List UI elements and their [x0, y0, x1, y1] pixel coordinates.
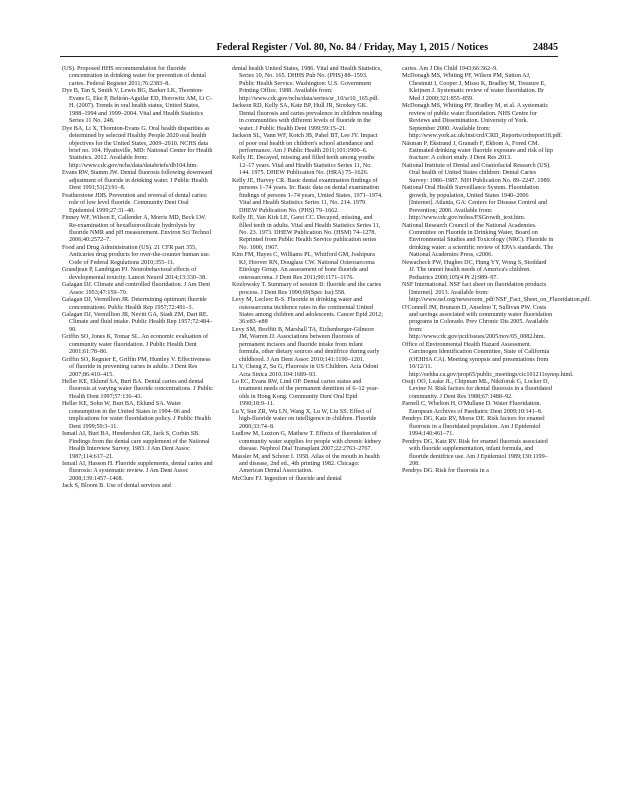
reference-entry: dental health United States, 1986. Vital and Health Statistics, Series 10, No. 165. DHHS Pub No. (PHS) 88–1593. Public Health Service. Washington: U.S. Government Printing Office. 1988. Available from: http://www.cdc.gov/nchs/data/series/sr_10/sr10_165.pdf. [232, 66, 382, 102]
reference-entry: Heller KE, Sohn W, Burt BA, Eklund SA. Water consumption in the United States in 1994–96 and implications for water fluoridation policy. J Public Health Dent 1999;59:3–11. [62, 401, 211, 430]
reference-column-1 [62, 66, 214, 778]
reference-column-2 [232, 66, 384, 778]
reference-entry: Office of Environmental Health Hazard Assessment. Carcinogen Identification Committee, State of California (OEHHA CA). Meeting synopsis and presentations from 10/12/11. http://oehha.ca.gov/prop65/public_meetings/cic101211synop.html. [402, 341, 574, 378]
reference-entry: caries. Am J Dis Child 1943;66:362–9. [402, 66, 498, 72]
reference-entry: O'Connell JM, Brunson D, Anselmo T, Sullivan PW. Costs and savings associated with community water fluoridation programs in Colorado. Prev Chronic Dis 2005. Available from: http://www.cdc.gov/pcd/issues/2005/nov/05_0082.htm. [402, 304, 553, 341]
reference-entry: Massler M, and Schour I. 1958. Atlas of the mouth in health and disease, 2nd ed., 4th printing 1982. Chicago: American Dental Association. [232, 453, 380, 475]
reference-column-3 [402, 66, 591, 778]
reference-entry: Jack S, Bloom B. Use of dental services and [62, 483, 171, 490]
reference-entry: Evans RW, Stamm JW. Dental fluorosis following downward adjustment of fluoride in drinking water. J Public Health Dent 1991;51(2):91–8. [62, 170, 213, 192]
header-title: Federal Register / Vol. 80, No. 84 / Friday, May 1, 2015 / Notices [216, 42, 488, 53]
reference-entry: Kim FM, Hayes C, Williams PL, Whitford GM, Joshipura KJ, Hoover RN, Douglass CW. National Osteosarcoma Etiology Group. An assessment of bone fluoride and osteosarcoma. J Dent Res 2011;90:1171–1176. [232, 252, 375, 281]
reference-entry: Jackson RD, Kelly SA, Katz BP, Hull JR, Stookey GK. Dental fluorosis and caries prevalence in children residing in communities with different levels of fluoride in the water. J Public Health Dent 1999;59:15–21. [232, 103, 383, 132]
reference-entry: Li Y, Cheng Z, Su G, Fluorosis in US Children. Acta Odont Acta Sinica 2010.104:1689–93. [232, 364, 379, 378]
reference-entry: Ludlow M, Luxton G, Mathew T. Effects of fluoridation of community water supplies for people with chronic kidney disease. Nephrol Dial Transplant 2007;22:2763–2767. [232, 431, 382, 453]
reference-entry: McClure FJ. Ingestion of fluoride and dental [232, 475, 342, 482]
reference-entry: Featherstone JDB. Prevention and reversal of dental caries: role of low level fluoride. Community Dent Oral Epidemiol 1999;27:31–40. [62, 192, 208, 214]
reference-entry: Ismail AI, Hasson H. Fluoride supplements, dental caries and fluorosis: A systematic review. J Am Dent Assoc 2008;139:1457–1468. [62, 461, 213, 482]
reference-entry: Galagan DJ, Vermillion JR, Nevitt GA, Stadt ZM, Dart RE. Climate and fluid intake. Public Health Rep 1957;72:484–90. [62, 311, 213, 333]
reference-entry: McDonagh MS, Whiting PF, Wilson PM, Sutton AJ, Chestnutt I, Cooper J, Misso K, Bradley M, Treasure E, Kleijnen J. Systematic review of water fluoridation. Br Med J 2000;321:855–859. [402, 73, 546, 102]
reference-entry: Levy SM, Broffitt B, Marshall TA, Eichenberger-Gilmore JM, Warren JJ. Associations between fluorosis of permanent incisors and fluoride intake from infant formula, other dietary sources and dentifrice during early childhood. J Am Dent Assoc 2010;141:1190–1201. [232, 326, 380, 363]
reference-entry: McDonagh MS, Whiting PF, Bradley M, et al. A systematic review of public water fluoridation. NHS Centre for Reviews and Dissemination. University of York. September 2000. Available from: http://www.york.ac.uk/inst/crd/CRD_Reports/crdreport18.pdf. [402, 103, 563, 140]
reference-entry: Kelly JE, Harvey CR. Basic dental examination findings of persons 1–74 years. In: Basic data on dental examination findings of persons 1–74 years, United States, 1971–1974. Vital and Health Statistics Series 11, No. 214. 1979. DHEW Publication No. (PHS) 79–1662. [232, 177, 383, 214]
reference-entry: Lu Y, Sun ZR, Wu LN, Wang X, Lu W, Liu SS. Effect of high-fluoride water on intelligence in children. Fluoride 2000;33:74–8. [232, 408, 377, 430]
reference-entry: Dye BA, Li X, Thornton-Evans G. Oral health disparities as determined by selected Healthy People 2020 oral health objectives for the United States, 2009–2010. NCHS data brief no. 104. Hyattsville, MD: National Center for Health Statistics. 2012. Available from: http://www.cdc.gov/nchs/data/databriefs/db104.htm. [62, 125, 213, 169]
reference-entry: Kelly JE. Decayed, missing and filled teeth among youths 12–17 years. Vital and Health Statistics Series 11, No. 144. 1975. DHEW Publication No. (HRA) 75–1626. [232, 155, 375, 177]
reference-entry: Ismail AI, Burt BA, Hendershot GE, Jack S, Corbin SB. Findings from the dental care supplement of the National Health Interview Survey, 1983. J Am Dent Assoc 1987;114:617–21. [62, 431, 210, 460]
reference-entry: National Research Council of the National Academies. Committee on Fluoride in Drinking Water, Board on Environmental Studies and Toxicology (NRC). Fluoride in drinking water: a scientific review of EPA's standards. The National Academies Press, c2006. [402, 222, 554, 259]
reference-entry: Jackson SL, Vann WF, Kotch JB, Pahel BT, Lee JY. Impact of poor oral health on children's school attendance and performance. Am J Public Health 2011;101:1900–6. [232, 133, 378, 154]
reference-entry: Pendrys DG, Katz RV. Risk for enamel fluorosis associated with fluoride supplementation, infant formula, and fluoride dentifrice use. Am J Epidemiol 1989;130:1199–208. [402, 438, 548, 468]
reference-entry: Finney WF, Wilson E, Callender A, Morris MD, Beck LW. Re-examination of hexafluorosilicate hydrolysis by fluoride NMR and pH measurement. Environ Sci Technol 2006;40:2572–7. [62, 215, 212, 244]
reference-entry: Grandjean P, Landrigan PJ. Neurobehavioral effects of developmental toxicity. Lancet Neurol 2014;13:330–38. [62, 267, 207, 281]
reference-entry: National Institute of Dental and Craniofacial Research (US). Oral health of United States children: Dental Caries Survey: 1986–1987. NIH Publication No. 89–2247. 1989. [402, 162, 552, 184]
reference-entry: Kozlowsky T. Summary of session II: fluoride and the caries process. J Dent Res 1990;69(Spec Iss):558. [232, 282, 382, 296]
reference-entry: Näsman P, Ekstrand J, Granath F, Ekbom A, Fored CM. Estimated drinking water fluoride exposure and risk of hip fracture: A cohort study. J Dent Res 2013. [402, 140, 553, 162]
reference-entry: Galagan DJ, Vermillion JR. Determining optimum fluoride concentrations. Public Health Rep 1957;72:491–3. [62, 297, 207, 311]
reference-entry: Levy M, Leclerc B-S. Fluoride in drinking water and osteosarcoma incidence rates in the continental United States among children and adolescents. Cancer Epid 2012; 36:e83–e88 [232, 297, 383, 326]
reference-entry: Pendrys DG. Risk for fluorosis in a [402, 468, 489, 475]
page-number: 24845 [533, 42, 558, 53]
reference-entry: Newacheck PW, Hughes DC, Hung YY, Wong S, Stoddard JJ. The unmet health needs of America's children. Pediatrics 2000;105(4 Pt 2):989–97. [402, 259, 547, 281]
reference-entry: (US). Proposed HHS recommendation for fluoride concentration in drinking water for prevention of dental caries. Federal Register 2011;76:2383–8. [62, 66, 206, 87]
reference-entry: Dye B, Tan S, Smith V, Lewis BG, Barker LK, Thornton-Evans G, Eke P, Beltrán-Aguilar ED, Horowitz AM, Li C-H. (2007). Trends in oral health status, United States, 1988–1994 and 1999–2004. Vital and Health Statistics Series 11 No. 248. [62, 88, 213, 125]
page-header [60, 42, 558, 57]
reference-entry: Griffin SO, Regnier E, Griffin PM, Huntley V. Effectiveness of fluoride in preventing caries in adults. J Dent Res 2007;86:410–415. [62, 356, 211, 378]
reference-entry: Food and Drug Administration (US). 21 CFR part 355, Anticaries drug products for over-the-counter human use. Code of Federal Regulations 2010;355–11. [62, 244, 211, 266]
reference-entry: National Oral Health Surveillance System. Fluoridation growth, by population, United States 1940–2006 [Internet]. Atlanta, GA: Centers for Disease Control and Prevention; 2006. Available from: http://www.cdc.gov/nohss/FSGrowth_text.htm. [402, 185, 547, 222]
reference-entry: Pendrys DG, Katz RV, Morse DE. Risk factors for enamel fluorosis in a fluoridated population. Am J Epidemiol 1994;140:461–71. [402, 416, 545, 438]
reference-entry: Heller KE, Eklund SA, Burt BA. Dental caries and dental fluorosis at varying water fluoride concentrations. J Public Health Dent 1997;57:136–43. [62, 379, 213, 400]
reference-entry: Griffin SO, Jones K, Tomar SL. An economic evaluation of community water fluoridation. J Public Health Dent 2001;61:78–86. [62, 334, 209, 356]
reference-entry: Osuji OO, Leake JL, Chipman ML, Nikiforuk G, Locker D, Levine N. Risk factors for dental fluorosis in a fluoridated community. J Dent Res 1988;67:1488–92. [402, 379, 552, 400]
reference-entry: Lo EC, Evans RW, Lind OP. Dental caries status and treatment needs of the permanent dentition of 6–12 year-olds in Hong Kong. Community Dent Oral Epid 1990;18:9–11. [232, 379, 379, 408]
reference-entry: Parnell C, Whelton H, O'Mullane D. Water Fluoridation. European Archives of Paediatric Dent 2009;10:141–8. [402, 401, 543, 415]
reference-entry: NSF International. NSF fact sheet on fluoridation products [Internet]. 2013. Available from: http://www.nsf.org/newsroom_pdf/NSF_Fact_Sheet_on_Fluoridation.pdf. [402, 282, 591, 304]
reference-entry: Galagan DJ. Climate and controlled fluoridation. J Am Dent Assoc 1953;47:159–70. [62, 282, 211, 296]
reference-entry: Kelly JE, Van Kirk LE, Garst CC. Decayed, missing, and filled teeth in adults. Vital and Health Statistics Series 11, No. 23. 1973. DHEW Publication No. (HSM) 74–1278. Reprinted from Public Health Service publication series No. 1000, 1967. [232, 215, 381, 251]
